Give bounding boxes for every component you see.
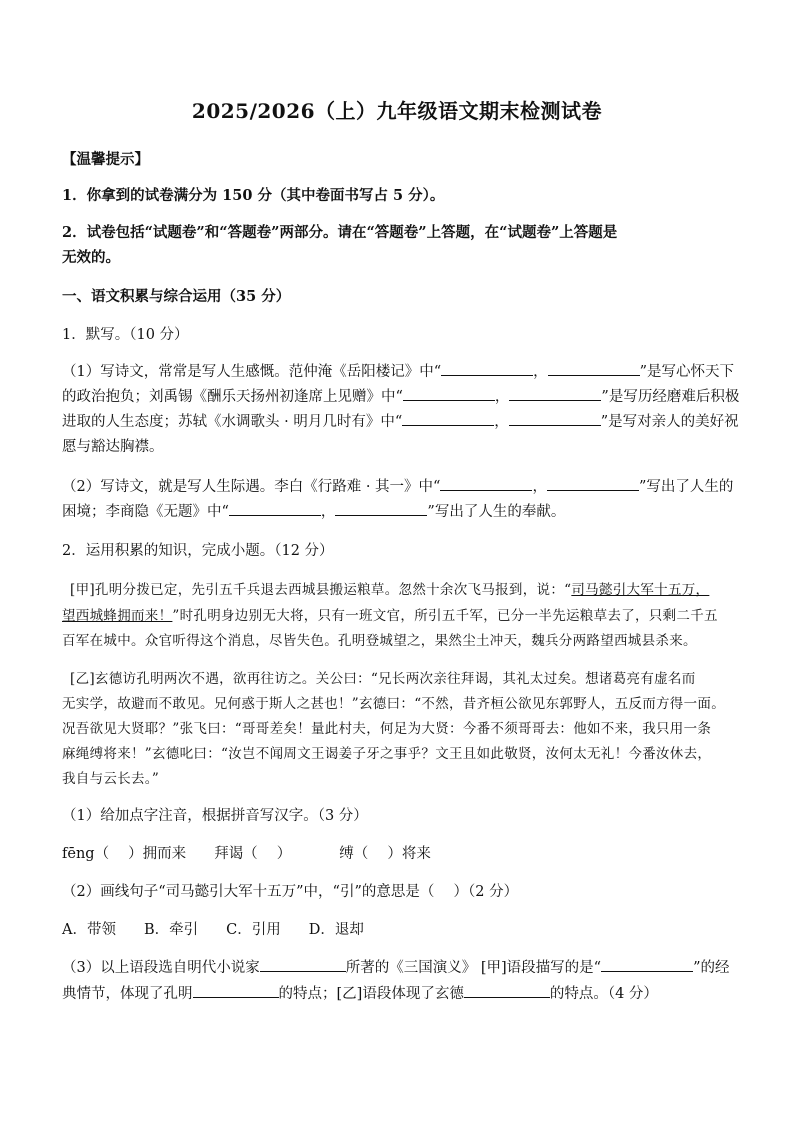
sub-question-2-options — [62, 918, 734, 939]
q1-text: ”是写对亲人的美好祝 — [600, 414, 739, 430]
q1-part1-line4: 愿与豁达胸襟。 — [62, 439, 164, 455]
passage-a-line1 — [70, 578, 742, 598]
q1-part1-line2 — [62, 385, 740, 406]
tips-header: 【温馨提示】 — [62, 151, 149, 168]
page-title: 2025/2026（上）九年级语文期末检测试卷 — [191, 99, 603, 123]
passage-b-line1: [乙]玄德访孔明两次不遇，欲再往访之。关公曰：“兄长两次亲往拜谒，其礼太过矣。想诸葛亮有虚名而 — [70, 671, 696, 687]
option-a[interactable]: A．带领 — [62, 922, 116, 938]
tip-1: 1．你拿到的试卷满分为 150 分（其中卷面书写占 5 分）。 — [62, 187, 445, 204]
answer-blank[interactable] — [229, 501, 321, 516]
answer-blank[interactable] — [335, 501, 427, 516]
q1-part1-line1 — [62, 360, 734, 381]
option-c[interactable]: C．引用 — [226, 922, 281, 938]
passage-text: ”时孔明身边别无大将，只有一班文官，所引五千军，已分一半先运粮草去了，只剩二千五 — [172, 608, 718, 624]
question-2-heading: 2．运用积累的知识，完成小题。（12 分） — [62, 543, 334, 559]
passage-a-line2 — [62, 604, 734, 624]
tip-2-line-1: 2．试卷包括“试题卷”和“答题卷”两部分。请在“答题卷”上答题，在“试题卷”上答题是 — [62, 224, 618, 241]
sub-question-2-heading: （2）画线句子“司马懿引大军十五万”中，“引”的意思是（ ）（2 分） — [62, 884, 519, 900]
q1-text: ， — [320, 504, 336, 520]
q1-text: ”写出了人生的奉献。 — [427, 504, 566, 520]
sub-question-1-items — [62, 842, 734, 863]
q-text: 所著的《三国演义》 [甲]语段描写的是“ — [345, 960, 602, 976]
answer-blank[interactable] — [547, 476, 639, 491]
sub-question-3-line2 — [62, 982, 734, 1003]
tip-2-line-2: 无效的。 — [62, 249, 120, 266]
q1-text: ”是写历经磨难后积极 — [601, 389, 740, 405]
passage-b-line5: 我自与云长去。” — [62, 771, 160, 787]
underlined-sentence: 司马懿引大军十五万， — [571, 582, 710, 598]
q1-part2-line2 — [62, 500, 734, 521]
passage-text: [甲]孔明分拨已定，先引五千兵退去西城县搬运粮草。忽然十余次飞马报到，说：“ — [70, 582, 572, 598]
passage-a-line3: 百军在城中。众官听得这个消息，尽皆失色。孔明登城望之，果然尘土冲天，魏兵分两路望西城县杀来。 — [62, 633, 697, 649]
q1-part2-line1 — [62, 475, 734, 496]
option-d[interactable]: D．退却 — [308, 922, 364, 938]
answer-blank[interactable] — [440, 476, 532, 491]
answer-blank[interactable] — [601, 957, 693, 972]
answer-blank[interactable] — [464, 983, 550, 998]
passage-b-line3: 况吾欲见大贤耶？”张飞曰：“哥哥差矣！量此村夫，何足为大贤：今番不须哥哥去：他如不来，我只用一条 — [62, 721, 712, 737]
q1-text: 进取的人生态度；苏轼《水调歌头 · 明月几时有》中“ — [62, 414, 403, 430]
q1-text: ， — [533, 364, 548, 380]
pinyin-item: 拜谒（ ） — [214, 846, 292, 862]
q1-text: （1）写诗文，常常是写人生感慨。范仲淹《岳阳楼记》中“ — [62, 364, 442, 380]
q1-text: 的政治抱负；刘禹锡《酬乐天扬州初逢席上见赠》中“ — [62, 389, 403, 405]
sub-question-3-line1 — [62, 956, 734, 977]
passage-b-line4: 麻绳缚将来！”玄德叱曰：“汝岂不闻周文王谒姜子牙之事乎？文王且如此敬贤，汝何太无礼！今番汝休去， — [62, 746, 712, 762]
answer-blank[interactable] — [193, 983, 279, 998]
q1-text: ”是写心怀天下 — [639, 364, 735, 380]
q-text: 的特点。（4 分） — [549, 986, 658, 1002]
answer-blank[interactable] — [548, 361, 640, 376]
q1-part1-line3 — [62, 410, 739, 431]
pinyin-item: fēng（ ）拥而来 — [62, 846, 187, 862]
q1-text: ， — [532, 479, 547, 495]
passage-b-line2: 无实学，故避而不敢见。兄何惑于斯人之甚也！”玄德曰：“不然，昔齐桓公欲见东郭野人，五反而方得一面。 — [62, 696, 726, 712]
q-text: ”的经 — [693, 960, 730, 976]
q1-text: ， — [494, 414, 509, 430]
answer-blank[interactable] — [403, 386, 495, 401]
answer-blank[interactable] — [441, 361, 533, 376]
answer-blank[interactable] — [509, 386, 601, 401]
pinyin-item: 缚（ ）将来 — [339, 846, 431, 862]
q-text: （3）以上语段选自明代小说家 — [62, 960, 260, 976]
q-text: 典情节，体现了孔明 — [62, 986, 193, 1002]
underlined-sentence: 望西城蜂拥而来！ — [62, 608, 173, 624]
q-text: 的特点；[乙]语段体现了玄德 — [278, 986, 464, 1002]
answer-blank[interactable] — [509, 411, 601, 426]
option-b[interactable]: B．牵引 — [143, 922, 199, 938]
sub-question-1-heading: （1）给加点字注音，根据拼音写汉字。（3 分） — [62, 808, 368, 824]
q1-text: 困境；李商隐《无题》中“ — [62, 504, 229, 520]
q1-text: ， — [494, 389, 510, 405]
q1-text: （2）写诗文，就是写人生际遇。李白《行路难 · 其一》中“ — [62, 479, 441, 495]
section-heading: 一、语文积累与综合运用（35 分） — [62, 288, 291, 305]
q1-text: ”写出了人生的 — [638, 479, 734, 495]
answer-blank[interactable] — [260, 957, 346, 972]
question-1-heading: 1．默写。（10 分） — [62, 327, 189, 343]
answer-blank[interactable] — [402, 411, 494, 426]
